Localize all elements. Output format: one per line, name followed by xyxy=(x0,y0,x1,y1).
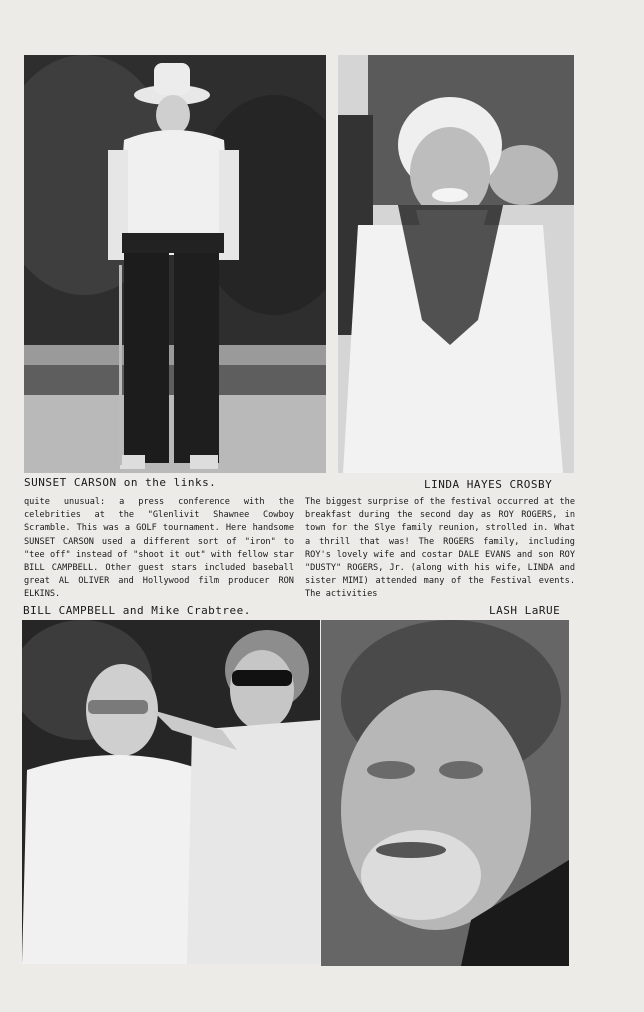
article-left-text: quite unusual: a press conference with the celebrities at the "Glenlivit Shawnee Cowboy Scramble. This was a GOLF tournament. Here handsome SUNSET CARSON used a different sort of "iron" to "tee off" instead of "shoot it out" with fellow star BILL CAMPBELL. Other guest stars included baseball great AL OLIVER and Hollywood film producer RON ELKINS. xyxy=(24,497,294,600)
photo-linda-hayes-crosby xyxy=(338,55,574,473)
photo-sunset-carson xyxy=(24,55,326,473)
photo-sunset-carson-image xyxy=(24,55,326,473)
photo-lash-larue-image xyxy=(321,620,569,966)
article-right-column xyxy=(305,496,575,602)
article-left-column xyxy=(24,496,294,602)
caption-bill-campbell: BILL CAMPBELL and Mike Crabtree. xyxy=(23,604,251,617)
photo-lash-larue xyxy=(321,620,569,966)
caption-linda-hayes-crosby: LINDA HAYES CROSBY xyxy=(424,478,553,491)
photo-linda-hayes-crosby-image xyxy=(338,55,574,473)
caption-lash-larue: LASH LaRUE xyxy=(489,604,561,617)
photo-bill-campbell-mike-crabtree xyxy=(22,620,320,964)
article-right-text: The biggest surprise of the festival occurred at the breakfast during the second day as ROY ROGERS, in town for the Slye family reunion, strolled in. What a thrill that was! The ROGERS family, including ROY's lovely wife and costar DALE EVANS and son ROY "DUSTY" ROGERS, Jr. (along with his wife, LINDA and sister MIMI) attended many of the Festival events. The activities xyxy=(305,497,575,600)
photo-bill-campbell-mike-crabtree-image xyxy=(22,620,320,964)
caption-sunset-carson: SUNSET CARSON on the links. xyxy=(24,476,217,489)
